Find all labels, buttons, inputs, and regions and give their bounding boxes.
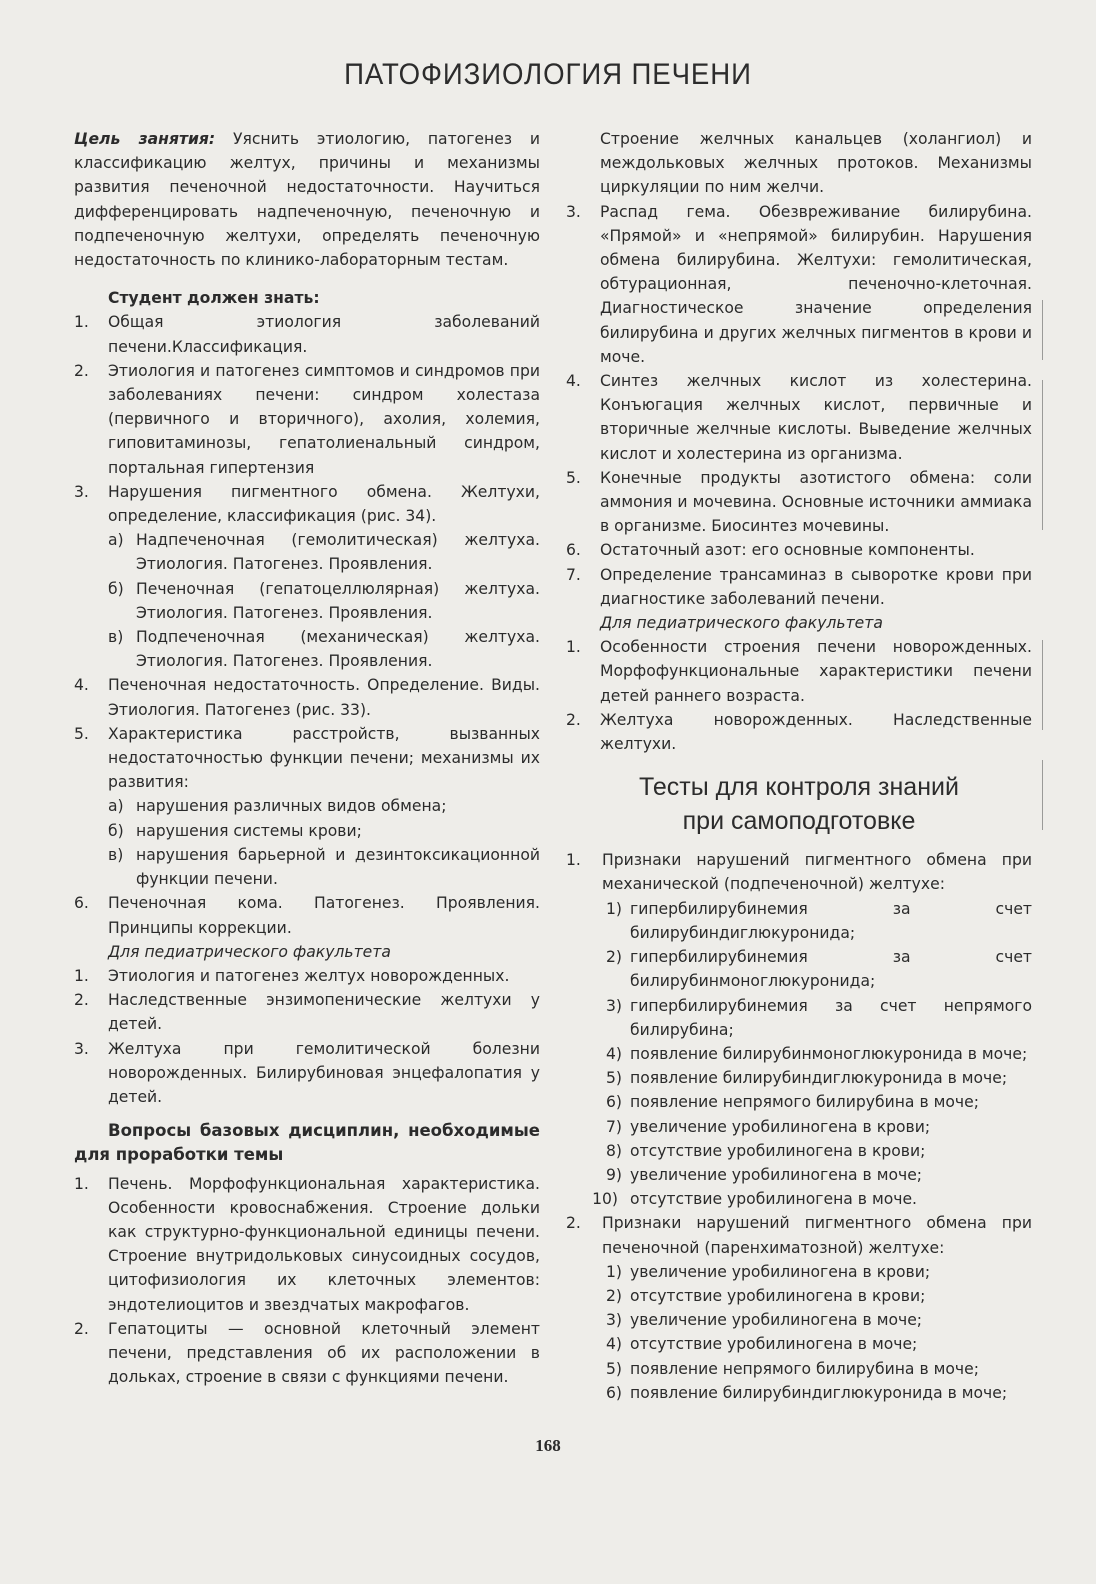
sub-item: а) нарушения различных видов обмена; <box>108 797 447 816</box>
list-item: 2. Наследственные энзимопенические желтухи у детей. <box>74 991 540 1034</box>
scan-edge-mark <box>1042 640 1043 730</box>
answer-option: 9) увеличение уробилиногена в моче; <box>605 1165 923 1184</box>
page-title: ПАТОФИЗИОЛОГИЯ ПЕЧЕНИ <box>344 58 752 91</box>
left-column <box>74 127 540 1389</box>
list-item: 3. Нарушения пигментного обмена. Желтухи, определение, классификация (рис. 34). <box>74 482 540 526</box>
list-item: 1. Общая этиология заболеваний печени.Классификация. <box>74 313 540 356</box>
list-item: 6. Остаточный азот: его основные компоненты. <box>566 541 975 560</box>
list-item: 5. Конечные продукты азотистого обмена: соли аммония и мочевина. Основные источники аммиака в организме. Биосинтез мочевины. <box>566 468 1032 536</box>
list-item: 4. Печеночная недостаточность. Определение. Виды. Этиология. Патогенез (рис. 33). <box>74 676 540 719</box>
goal-text: Уяснить этиологию, патогенез и классификацию желтух, причины и механизмы развития печеночной недостаточности. Научиться дифференцировать надпеченочную, печеночную и подпеченочную желтухи, определять печеночную недостаточность по клинико-лабораторным тестам. <box>74 130 540 270</box>
goal-label: Цель занятия: <box>74 130 216 148</box>
sub-item: б) Печеночная (гепатоцеллюлярная) желтуха. Этиология. Патогенез. Проявления. <box>108 579 540 622</box>
right-column <box>566 127 1032 1405</box>
answer-option: 1) гипербилирубинемия за счет билирубиндиглюкуронида; <box>605 899 1032 942</box>
answer-option: 5) появление билирубиндиглюкуронида в моче; <box>605 1069 1008 1088</box>
must-know-list <box>74 310 540 1109</box>
list-item: 5. Характеристика расстройств, вызванных недостаточностью функции печени; механизмы их развития: <box>74 724 540 792</box>
sub-item: б) нарушения системы крови; <box>108 821 362 840</box>
answer-option: 1) увеличение уробилиногена в крови; <box>605 1262 931 1281</box>
scan-edge-mark <box>1042 300 1043 360</box>
answer-option: 2) отсутствие уробилиногена в крови; <box>605 1286 926 1305</box>
list-item: 3. Распад гема. Обезвреживание билирубина. «Прямой» и «непрямой» билирубин. Нарушения обмена билирубина. Желтухи: гемолитическая, обтурационная, печеночно-клеточная. Диагностическое значение определения билирубина и других желчных пигментов в крови и моче. <box>566 202 1032 366</box>
answer-option: 6) появление непрямого билирубина в моче; <box>605 1093 979 1112</box>
list-item: 2. Желтуха новорожденных. Наследственные желтухи. <box>566 710 1032 754</box>
list-item: 1. Особенности строения печени новорожденных. Морфофункциональные характеристики печени детей раннего возраста. <box>566 638 1032 705</box>
answer-option: 8) отсутствие уробилиногена в крови; <box>605 1141 926 1160</box>
list-item: 4. Синтез желчных кислот из холестерина. Конъюгация желчных кислот, первичные и вторичные желчные кислоты. Выведение желчных кислот и холестерина из организма. <box>566 372 1032 463</box>
sub-item: в) нарушения барьерной и дезинтоксикационной функции печени. <box>108 845 540 889</box>
tests-heading <box>566 770 1032 838</box>
pediatric-label: Для педиатрического факультета <box>600 614 883 633</box>
list-item: 6. Печеночная кома. Патогенез. Проявления. Принципы коррекции. <box>74 894 540 937</box>
answer-option: 2) гипербилирубинемия за счет билирубинмоноглюкуронида; <box>605 948 1032 991</box>
list-item: 1. Печень. Морфофункциональная характеристика. Особенности кровоснабжения. Строение дольки как структурно-функциональной единицы печени. Строение внутридольковых синусоидных сосудов, цитофизиология их клеточных элементов: эндотелиоцитов и звездчатых макрофагов. <box>74 1174 540 1314</box>
answer-option: 7) увеличение уробилиногена в крови; <box>605 1117 931 1136</box>
sub-item: а) Надпеченочная (гемолитическая) желтуха. Этиология. Патогенез. Проявления. <box>108 531 540 574</box>
test-question <box>566 1211 1032 1405</box>
base-questions-list <box>74 1172 540 1390</box>
answer-option: 6) появление билирубиндиглюкуронида в моче; <box>605 1383 1008 1402</box>
answer-option: 4) появление билирубинмоноглюкуронида в моче; <box>605 1044 1028 1063</box>
test-question <box>566 848 1032 1211</box>
answer-option: 5) появление непрямого билирубина в моче; <box>605 1359 979 1378</box>
page-number: 168 <box>535 1436 561 1455</box>
list-item: 2. Этиология и патогенез симптомов и синдромов при заболеваниях печени: синдром холестаза (первичного и вторичного), ахолия, холемия, гиповитаминозы, гепатолиенальный синдром, портальная гипертензия <box>74 361 540 477</box>
pediatric-label: Для педиатрического факультета <box>108 942 391 961</box>
sub-item: в) Подпеченочная (механическая) желтуха. Этиология. Патогенез. Проявления. <box>108 628 540 671</box>
answer-option: 3) увеличение уробилиногена в моче; <box>605 1311 923 1330</box>
question-text: 1. Признаки нарушений пигментного обмена при механической (подпеченочной) желтухе: <box>566 851 1032 894</box>
list-item: 3. Желтуха при гемолитической болезни новорожденных. Билирубиновая энцефалопатия у детей. <box>74 1039 540 1106</box>
list-item: 1. Этиология и патогенез желтух новорожденных. <box>74 966 510 985</box>
answer-option: 10) отсутствие уробилиногена в моче. <box>592 1190 918 1209</box>
goal-paragraph <box>74 127 540 272</box>
tests-heading-line2: при самоподготовке <box>682 807 916 836</box>
base-questions-heading: Вопросы базовых дисциплин, необходимые для проработки темы <box>74 1121 540 1165</box>
list-item: 7. Определение трансаминаз в сыворотке крови при диагностике заболеваний печени. <box>566 565 1032 608</box>
tests-heading-line1: Тесты для контроля знаний <box>639 773 959 802</box>
question-text: 2. Признаки нарушений пигментного обмена при печеночной (паренхиматозной) желтухе: <box>566 1214 1032 1257</box>
answer-option: 3) гипербилирубинемия за счет непрямого билирубина; <box>605 996 1032 1039</box>
must-know-heading: Студент должен знать: <box>108 289 320 308</box>
list-item: 2. Гепатоциты — основной клеточный элемент печени, представления об их расположении в дольках, строение в связи с функциями печени. <box>74 1319 540 1387</box>
list-item-continuation: Строение желчных канальцев (холангиол) и междольковых желчных протоков. Механизмы циркуляции по ним желчи. <box>600 130 1032 197</box>
scan-edge-mark <box>1042 760 1043 830</box>
answer-option: 4) отсутствие уробилиногена в моче; <box>605 1335 918 1354</box>
scan-edge-mark <box>1042 380 1043 530</box>
